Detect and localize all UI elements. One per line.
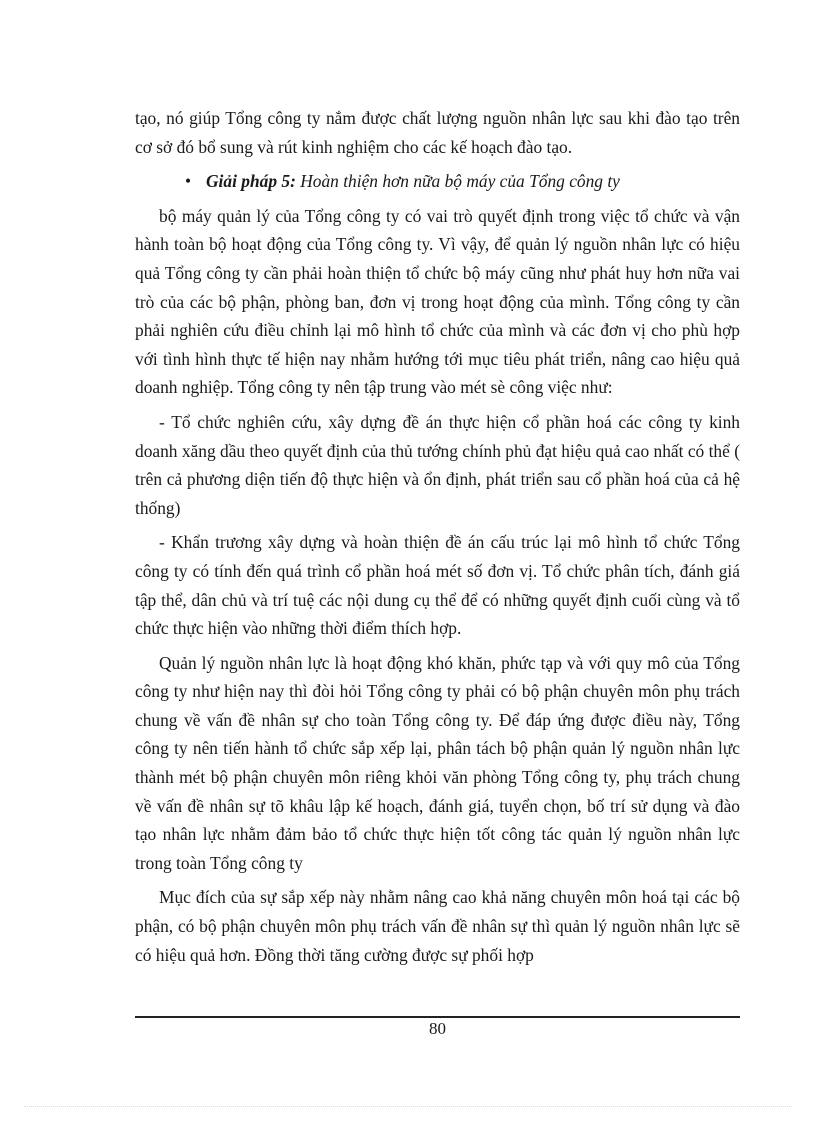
- page-number: 80: [429, 1019, 446, 1038]
- paragraph-continuation: tạo, nó giúp Tổng công ty nắm được chất lượng nguồn nhân lực sau khi đào tạo trên cơ sở đó bổ sung và rút kinh nghiệm cho các kế hoạch đào tạo.: [135, 108, 740, 157]
- paragraph-management-structure: bộ máy quản lý của Tổng công ty có vai trò quyết định trong việc tổ chức và vận hành toàn bộ hoạt động của Tổng công ty. Vì vậy, để quản lý nguồn nhân lực có hiệu quả Tổng công ty cần phải hoàn thiện tổ chức bộ máy cũng như phát huy hơn nữa vai trò của các bộ phận, phòng ban, đơn vị trong hoạt động của mình. Tổng công ty cần phải nghiên cứu điều chỉnh lại mô hình tổ chức của mình và các đơn vị cho phù hợp với tình hình thực tế hiện nay nhằm hướng tới mục tiêu phát triển, nâng cao hiệu quả doanh nghiệp. Tổng công ty nên tập trung vào mét sè công việc như:: [135, 205, 740, 398]
- solution-heading: [135, 167, 740, 196]
- paragraph-equitization-task: - Tổ chức nghiên cứu, xây dựng đề án thực hiện cổ phần hoá các công ty kinh doanh xăng dầu theo quyết định của thủ tướng chính phủ đạt hiệu quả cao nhất có thể ( trên cả phương diện tiến độ thực hiện và ổn định, phát triển sau cổ phần hoá của cả hệ thống): [135, 411, 740, 518]
- page-edge-divider: [24, 1106, 792, 1107]
- solution-title: Hoàn thiện hơn nữa bộ máy của Tổng công ty: [300, 171, 620, 192]
- document-body: [135, 104, 740, 969]
- paragraph-restructure-task: - Khẩn trương xây dựng và hoàn thiện đề án cấu trúc lại mô hình tổ chức Tổng công ty có tính đến quá trình cổ phần hoá mét số đơn vị. Tổ chức phân tích, đánh giá tập thể, dân chủ và trí tuệ các nội dung cụ thể để có những quyết định cuối cùng và tổ chức thực hiện vào những thời điểm thích hợp.: [135, 532, 740, 639]
- paragraph-hr-department: Quản lý nguồn nhân lực là hoạt động khó khăn, phức tạp và với quy mô của Tổng công ty như hiện nay thì đòi hỏi Tổng công ty phải có bộ phận chuyên môn phụ trách chung về vấn đề nhân sự cho toàn Tổng công ty. Để đáp ứng được điều này, Tổng công ty nên tiến hành tổ chức sắp xếp lại, phân tách bộ phận quản lý nguồn nhân lực thành mét bộ phận chuyên môn riêng khỏi văn phòng Tổng công ty, phụ trách chung về vấn đề nhân sự tõ khâu lập kế hoạch, đánh giá, tuyển chọn, bố trí sử dụng và đào tạo nhân lực nhằm đảm bảo tổ chức thực hiện tốt công tác quản lý nguồn nhân lực trong toàn Tổng công ty: [135, 652, 740, 873]
- solution-label: Giải pháp 5:: [206, 171, 296, 192]
- paragraph-purpose: Mục đích của sự sắp xếp này nhằm nâng cao khả năng chuyên môn hoá tại các bộ phận, có bộ phận chuyên môn phụ trách vấn đề nhân sự thì quản lý nguồn nhân lực sẽ có hiệu quả hơn. Đồng thời tăng cường được sự phối hợp: [135, 887, 740, 965]
- bullet-icon: •: [185, 171, 192, 192]
